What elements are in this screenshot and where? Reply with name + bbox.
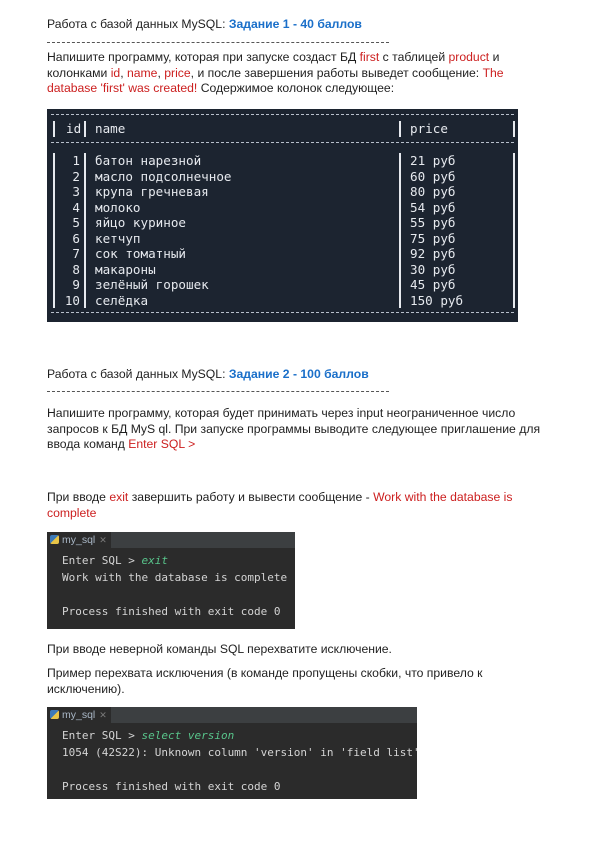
task1-description-text: Напишите программу, которая при запуске создаст БД — [47, 50, 360, 64]
table-header-price: price — [410, 121, 448, 136]
table-cell-price: 30 руб — [410, 261, 456, 277]
task1-description — [47, 50, 557, 97]
task2-example-text: Пример перехвата исключения (в команде пропущены скобки, что привело к исключению). — [47, 666, 483, 696]
table-cell-price: 92 руб — [410, 246, 456, 261]
console-finish: Process finished with exit code 0 — [62, 605, 281, 618]
table-border-top — [51, 114, 514, 115]
table-cell-name: сок томатный — [95, 246, 186, 261]
task1-heading-prefix: Работа с базой данных MySQL: — [47, 17, 229, 31]
table-border-bottom — [51, 312, 514, 313]
run-panel-exception — [47, 707, 420, 799]
task1-description-text: , — [120, 65, 127, 80]
table-border-vertical — [53, 153, 55, 308]
task1-description-highlight: first — [359, 50, 380, 64]
table-border-mid — [51, 142, 514, 143]
run-tab-label: my_sql — [62, 709, 96, 721]
task2-exit-description-highlight: Work with the database is complete — [47, 490, 513, 520]
table-cell-name: молоко — [95, 199, 141, 215]
task2-description-text: Напишите программу, которая будет принимать через input неограниченное число запросов к БД MyS ql. При запуске программы выводите следующее приглашение для ввода команд — [47, 406, 541, 451]
table-cell-name: яйцо куриное — [95, 215, 186, 230]
table-border-vertical — [399, 153, 401, 308]
task1-heading-highlight: Задание 1 - 40 баллов — [228, 17, 362, 31]
task1-description-highlight: The database 'first' was created! — [47, 65, 504, 95]
table-border-vertical — [513, 153, 515, 308]
table-cell-price: 45 руб — [410, 277, 456, 292]
task2-heading — [47, 367, 557, 383]
task1-description-text: , и после завершения работы выведет сообщение: — [190, 65, 483, 80]
task2-exit-description-highlight: exit — [109, 490, 129, 504]
close-icon[interactable]: ✕ — [99, 535, 107, 545]
task2-description-highlight: Enter SQL > — [128, 437, 196, 451]
table-cell-price: 55 руб — [410, 215, 456, 230]
table-cell-id: 4 — [72, 199, 80, 215]
table-cell-name: зелёный горошек — [95, 277, 209, 292]
task1-description-highlight: name — [126, 65, 158, 80]
table-header-id: id — [66, 121, 82, 136]
console-command: exit — [141, 554, 168, 567]
table-cell-id: 6 — [72, 230, 80, 246]
table-cell-price: 150 руб — [410, 292, 464, 308]
table-cell-name: батон нарезной — [95, 153, 202, 168]
console-command: select version — [141, 729, 235, 742]
run-tab-label: my_sql — [62, 534, 96, 546]
table-cell-price: 21 руб — [410, 153, 456, 168]
divider — [47, 42, 389, 43]
table-cell-id: 5 — [72, 215, 80, 230]
task1-description-highlight: price — [164, 65, 191, 80]
table-cell-name: крупа гречневая — [95, 184, 209, 199]
table-cell-id: 1 — [72, 153, 80, 168]
console-prompt: Enter SQL > — [62, 554, 142, 567]
console-prompt: Enter SQL > — [62, 729, 142, 742]
table-cell-price: 54 руб — [410, 199, 456, 215]
run-panel-exit — [47, 532, 295, 629]
python-icon — [50, 710, 59, 719]
task2-exit-description — [47, 490, 557, 521]
table-border-vertical — [84, 153, 86, 308]
table-border-vertical — [84, 121, 86, 137]
table-cell-name: масло подсолнечное — [95, 168, 232, 184]
table-cell-id: 2 — [72, 168, 80, 184]
task1-description-text: и колонками — [47, 50, 500, 80]
close-icon[interactable]: ✕ — [99, 710, 107, 720]
console-finish: Process finished with exit code 0 — [62, 780, 281, 793]
task2-exit-description-text: При вводе — [47, 490, 110, 504]
run-tabbar — [47, 707, 417, 723]
table-cell-price: 60 руб — [410, 168, 456, 184]
table-border-vertical — [513, 121, 515, 137]
task1-description-text: , — [157, 65, 165, 80]
task1-description-highlight: id — [110, 65, 121, 80]
console-prompt-line — [62, 729, 234, 742]
mysql-console-table — [47, 109, 518, 322]
table-border-vertical — [399, 121, 401, 137]
task1-description-text: Содержимое колонок следующее: — [197, 81, 395, 95]
table-cell-id: 9 — [72, 277, 80, 292]
run-tab[interactable] — [47, 532, 111, 548]
console-prompt-line — [62, 554, 168, 567]
task1-description-text: с таблицей — [379, 50, 449, 64]
table-cell-price: 80 руб — [410, 184, 456, 199]
table-cell-id: 10 — [64, 292, 80, 308]
task1-description-highlight: product — [448, 50, 490, 64]
table-header-name: name — [95, 121, 126, 136]
table-cell-name: селёдка — [95, 292, 149, 308]
run-tabbar — [47, 532, 295, 548]
task2-exit-description-text: завершить работу и вывести сообщение - — [128, 490, 374, 504]
task2-heading-prefix: Работа с базой данных MySQL: — [47, 367, 229, 381]
task2-description — [47, 406, 557, 453]
task1-heading — [47, 17, 557, 33]
table-cell-id: 8 — [72, 261, 80, 277]
console-output: 1054 (42S22): Unknown column 'version' in 'field list' — [62, 746, 420, 759]
table-border-vertical — [53, 121, 55, 137]
divider — [47, 391, 389, 392]
run-tab[interactable] — [47, 707, 111, 723]
task2-exception-text: При вводе неверной команды SQL перехватите исключение. — [47, 642, 392, 656]
table-cell-id: 7 — [72, 246, 80, 261]
table-cell-name: макароны — [95, 261, 156, 277]
task2-heading-highlight: Задание 2 - 100 баллов — [228, 367, 369, 381]
table-cell-id: 3 — [72, 184, 80, 199]
table-cell-price: 75 руб — [410, 230, 456, 246]
python-icon — [50, 535, 59, 544]
console-output: Work with the database is complete — [62, 571, 288, 584]
table-cell-name: кетчуп — [95, 230, 141, 246]
